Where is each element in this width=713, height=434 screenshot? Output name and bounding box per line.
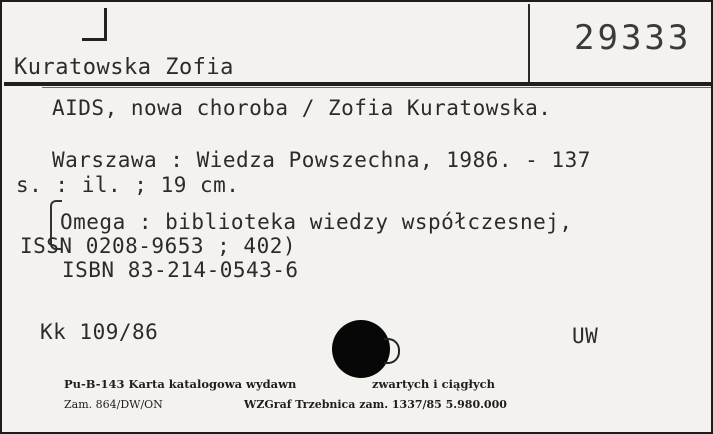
title-statement: AIDS, nowa choroba / Zofia Kuratowska. xyxy=(52,96,552,120)
shelf-mark: Kk 109/86 xyxy=(40,320,159,344)
footer-line-2-left: Zam. 864/DW/ON xyxy=(64,398,163,411)
imprint-line-2: s. : il. ; 19 cm. xyxy=(16,173,240,197)
corner-bracket-mark xyxy=(82,8,107,41)
series-line-2: ISSN 0208-9653 ; 402) xyxy=(20,234,297,258)
header-rule-thin xyxy=(42,87,711,88)
library-mark: UW xyxy=(572,324,599,348)
ink-blot-edge xyxy=(384,338,400,364)
series-line-1: Omega : biblioteka wiedzy współczesnej, xyxy=(60,210,573,234)
author-heading: Kuratowska Zofia xyxy=(14,55,234,80)
footer-line-1-left: Pu-B-143 Karta katalogowa wydawn xyxy=(64,377,297,391)
isbn-line: ISBN 83-214-0543-6 xyxy=(62,258,299,282)
footer-line-1-right: zwartych i ciągłych xyxy=(372,377,496,391)
imprint-line-1: Warszawa : Wiedza Powszechna, 1986. - 137 xyxy=(52,148,591,172)
footer-line-2-right: WZGraf Trzebnica zam. 1337/85 5.980.000 xyxy=(244,398,507,411)
header-divider-vertical xyxy=(528,4,530,84)
call-number: 29333 xyxy=(574,18,692,58)
header-rule xyxy=(4,82,711,86)
ink-blot xyxy=(332,320,390,378)
